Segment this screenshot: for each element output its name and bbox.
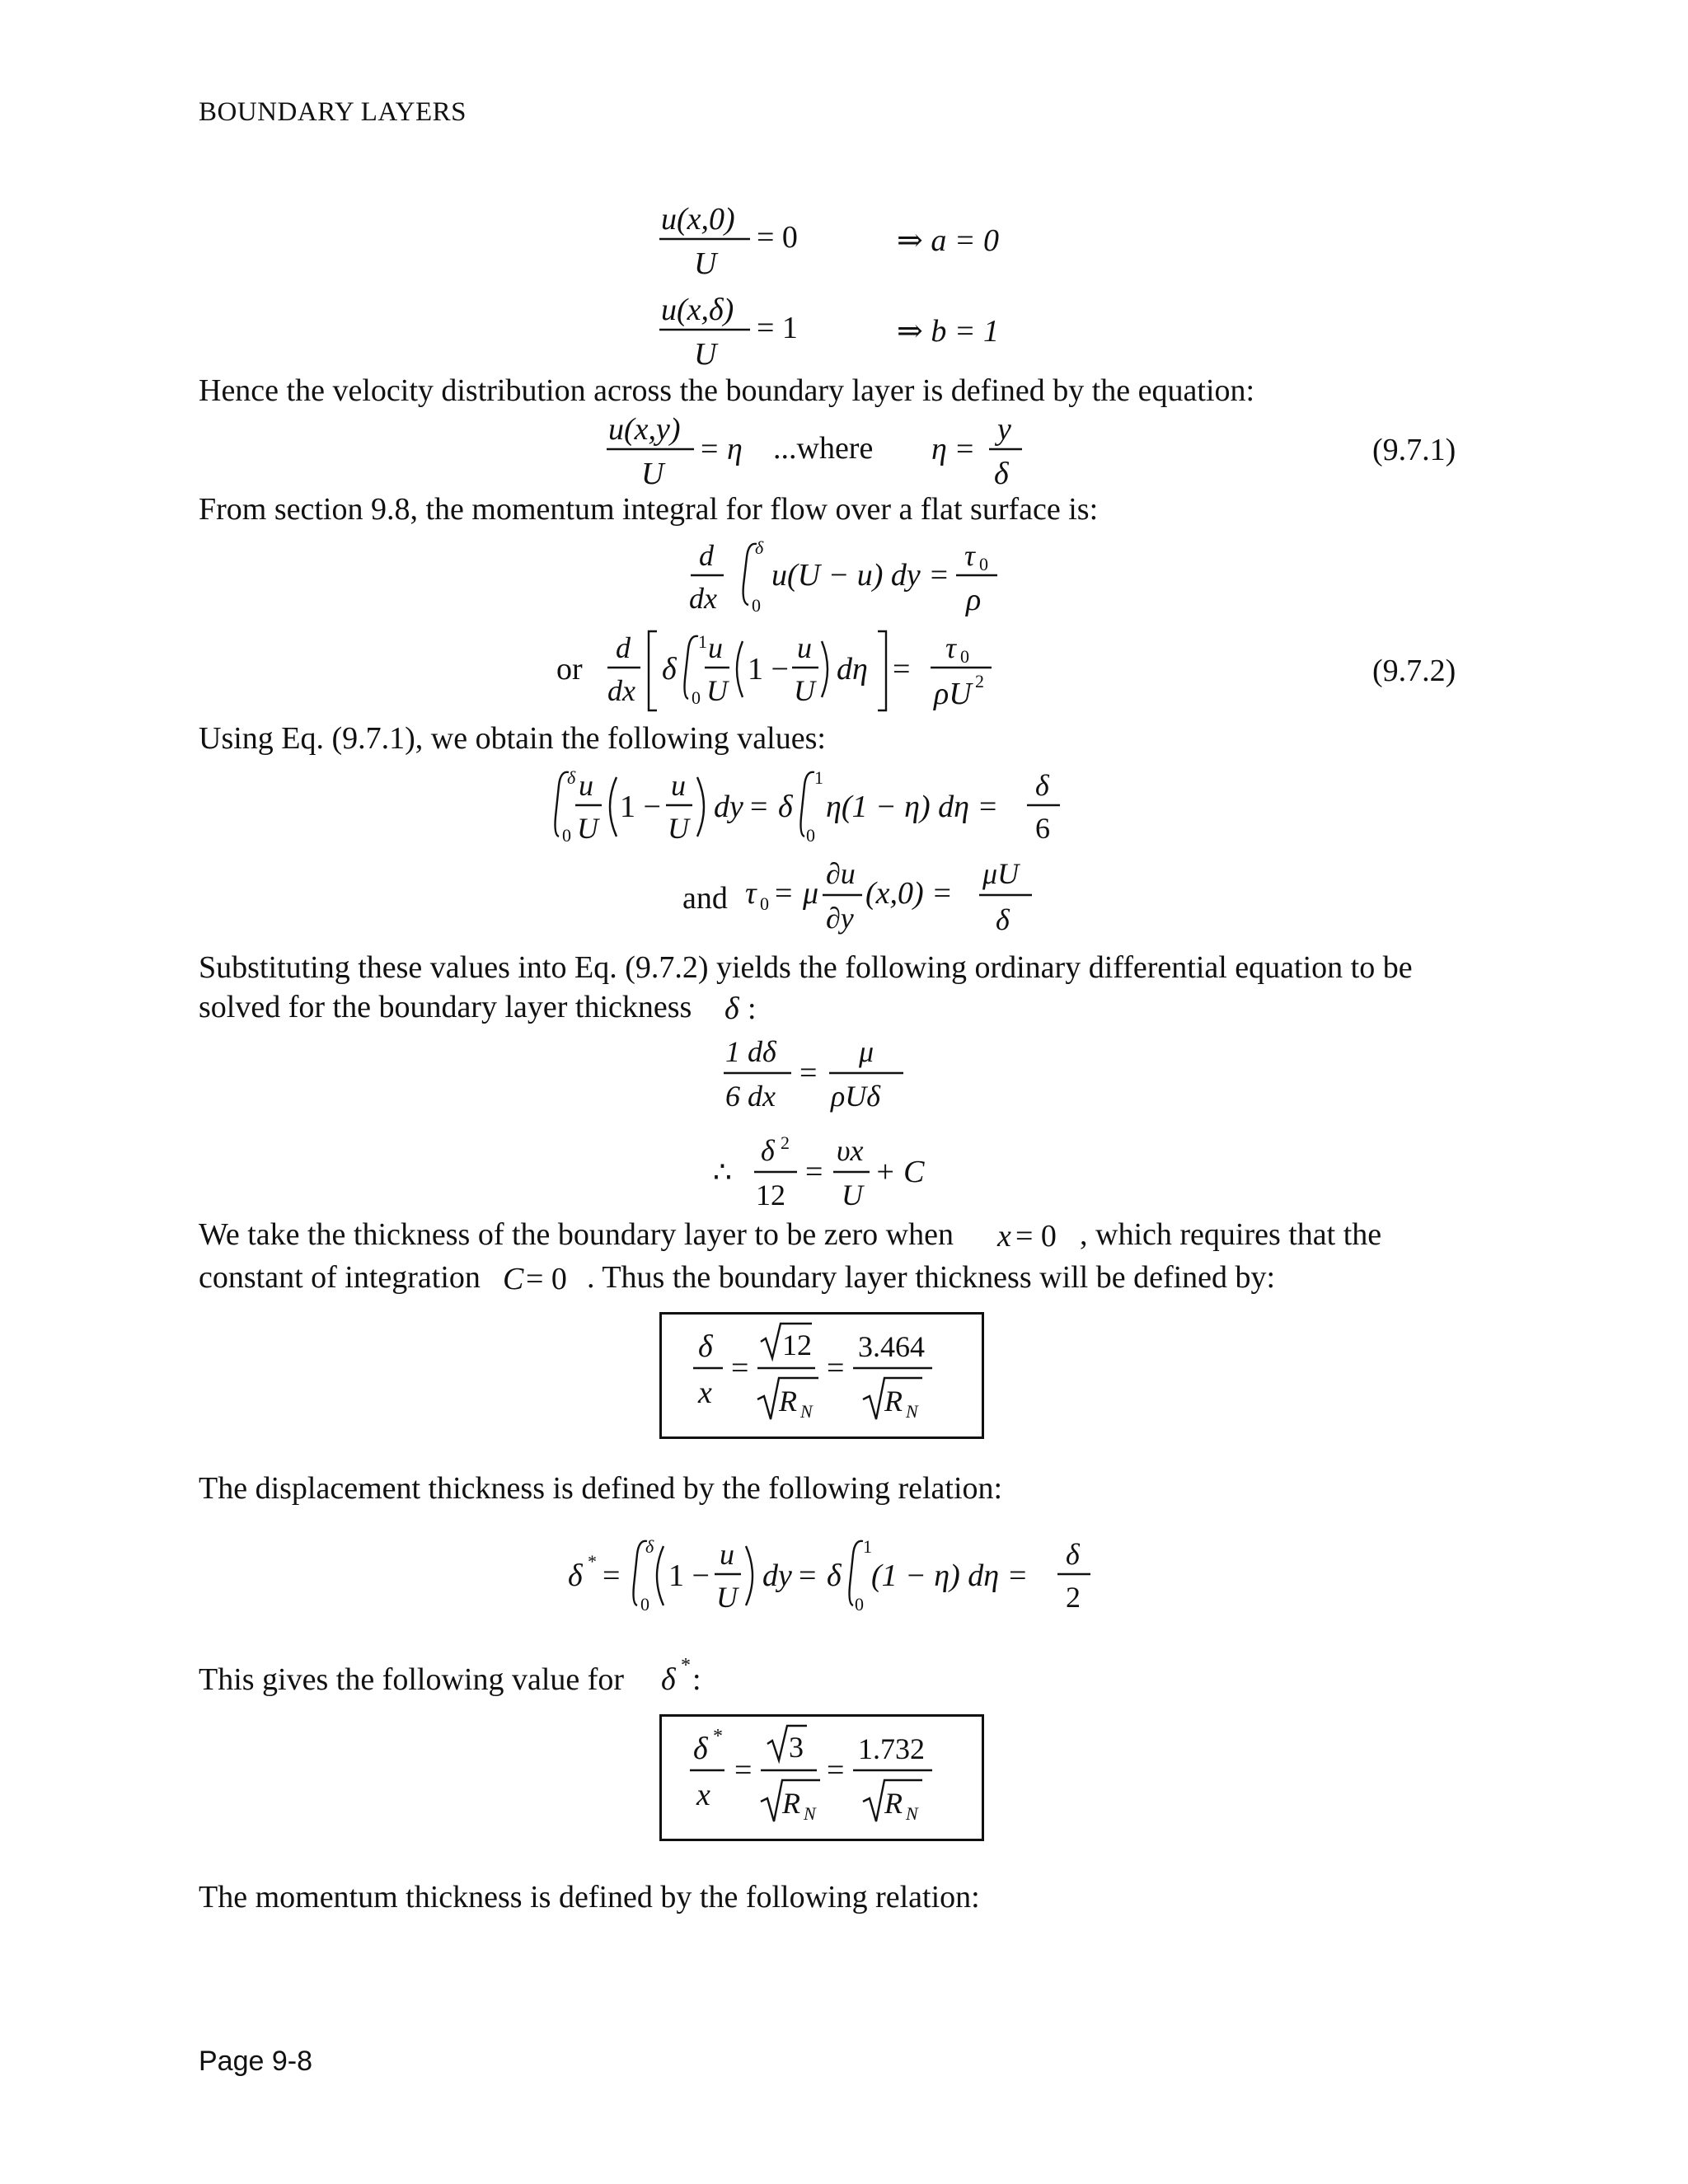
displacement-thickness-equation bbox=[565, 1531, 1092, 1622]
svg-text:1 −: 1 − bbox=[668, 1558, 710, 1593]
svg-text:U: U bbox=[716, 1581, 738, 1614]
ode-equation bbox=[717, 1030, 915, 1121]
svg-text:δ: δ bbox=[778, 790, 793, 824]
svg-text:N: N bbox=[906, 1803, 918, 1824]
svg-text:=: = bbox=[799, 1558, 817, 1593]
paragraph-substituting-line2: solved for the boundary layer thickness bbox=[199, 990, 692, 1024]
svg-text:12: 12 bbox=[782, 1329, 812, 1361]
paragraph-gives-value: This gives the following value for bbox=[199, 1662, 625, 1697]
paragraph-zero-thickness-line1b: , which requires that the bbox=[1080, 1217, 1382, 1252]
svg-text:τ: τ bbox=[964, 539, 975, 572]
svg-text:μ: μ bbox=[859, 1035, 874, 1068]
boundary-condition-b-result: ⇒ b = 1 bbox=[897, 314, 999, 349]
svg-text:6 dx: 6 dx bbox=[725, 1080, 776, 1113]
svg-text:δ: δ bbox=[1066, 1538, 1080, 1571]
boundary-condition-b-equation bbox=[651, 288, 1063, 379]
svg-text:u(x,δ): u(x,δ) bbox=[661, 293, 734, 327]
svg-text:x: x bbox=[698, 1376, 712, 1410]
svg-text:τ: τ bbox=[945, 631, 956, 664]
svg-text:δ: δ bbox=[645, 1536, 654, 1557]
svg-text:u: u bbox=[797, 631, 812, 664]
svg-text:1: 1 bbox=[814, 767, 823, 788]
svg-text:1.732: 1.732 bbox=[858, 1732, 925, 1765]
svg-text:1 −: 1 − bbox=[748, 652, 789, 687]
svg-text:*: * bbox=[713, 1726, 723, 1747]
boundary-layer-thickness-formula bbox=[688, 1320, 968, 1427]
svg-text:δ: δ bbox=[693, 1732, 708, 1766]
svg-text:u: u bbox=[708, 631, 723, 664]
svg-text:2: 2 bbox=[1066, 1581, 1081, 1614]
svg-text:R: R bbox=[884, 1385, 903, 1418]
svg-text:*: * bbox=[588, 1551, 597, 1572]
svg-text:U: U bbox=[842, 1179, 863, 1212]
svg-text:dx: dx bbox=[689, 582, 717, 615]
svg-text:0: 0 bbox=[979, 554, 988, 574]
svg-text:R: R bbox=[779, 1385, 797, 1418]
svg-text:x: x bbox=[997, 1219, 1011, 1254]
svg-text:1 −: 1 − bbox=[620, 790, 661, 824]
svg-text:=: = bbox=[701, 432, 719, 466]
svg-text:0: 0 bbox=[855, 1594, 864, 1615]
paragraph-displacement-thickness: The displacement thickness is defined by the following relation: bbox=[199, 1471, 1003, 1506]
delta-star-inline bbox=[659, 1648, 725, 1698]
svg-text:u: u bbox=[720, 1538, 734, 1571]
svg-text:=: = bbox=[799, 1056, 818, 1090]
svg-text:3.464: 3.464 bbox=[858, 1330, 925, 1363]
svg-text:(1 − η) dη =: (1 − η) dη = bbox=[871, 1558, 1029, 1593]
svg-text:0: 0 bbox=[692, 687, 701, 708]
and-word: and bbox=[682, 881, 728, 916]
svg-text:υx: υx bbox=[837, 1134, 864, 1167]
svg-text:u(x,0): u(x,0) bbox=[661, 202, 735, 237]
svg-text:(x,0) =: (x,0) = bbox=[865, 876, 953, 911]
svg-text:u: u bbox=[671, 769, 686, 802]
svg-text:0: 0 bbox=[752, 595, 761, 616]
delta-symbol-inline bbox=[721, 987, 771, 1029]
svg-text:d: d bbox=[616, 631, 631, 664]
svg-text:δ: δ bbox=[1035, 769, 1049, 802]
svg-text:U: U bbox=[577, 812, 598, 845]
svg-text:μU: μU bbox=[982, 857, 1020, 890]
svg-text:dy: dy bbox=[762, 1558, 792, 1593]
svg-text:δ: δ bbox=[996, 903, 1010, 936]
paragraph-zero-thickness-line1a: We take the thickness of the boundary layer to be zero when bbox=[199, 1217, 954, 1252]
svg-text:= 0: = 0 bbox=[526, 1262, 567, 1296]
svg-text:d: d bbox=[699, 539, 714, 572]
svg-text:u(U − u) dy =: u(U − u) dy = bbox=[771, 558, 950, 593]
svg-text:=: = bbox=[956, 432, 974, 466]
eq-9-7-2-or-word: or bbox=[556, 652, 583, 687]
svg-text:= 1: = 1 bbox=[757, 311, 798, 345]
svg-text:U: U bbox=[668, 812, 689, 845]
svg-text:0: 0 bbox=[806, 825, 815, 846]
svg-text:3: 3 bbox=[789, 1731, 804, 1764]
svg-text:R: R bbox=[782, 1787, 800, 1820]
paragraph-zero-thickness-line2b: . Thus the boundary layer thickness will be defined by: bbox=[587, 1260, 1276, 1295]
svg-text:dx: dx bbox=[607, 674, 635, 707]
svg-text:=: = bbox=[893, 652, 911, 687]
svg-text::: : bbox=[692, 1662, 701, 1697]
svg-text:=: = bbox=[775, 876, 793, 911]
momentum-integral-equation bbox=[684, 536, 1014, 618]
svg-text:δ: δ bbox=[662, 652, 677, 687]
svg-text:η: η bbox=[727, 432, 743, 466]
boundary-condition-a-equation bbox=[651, 198, 1063, 288]
svg-text:δ: δ bbox=[568, 1558, 583, 1593]
svg-text:N: N bbox=[906, 1401, 918, 1422]
paragraph-momentum-integral: From section 9.8, the momentum integral for flow over a flat surface is: bbox=[199, 492, 1099, 527]
svg-text:2: 2 bbox=[975, 671, 984, 691]
ode-solution-equation bbox=[713, 1129, 944, 1220]
svg-text:∂y: ∂y bbox=[826, 902, 854, 935]
svg-text:0: 0 bbox=[562, 825, 571, 846]
svg-text:1 dδ: 1 dδ bbox=[725, 1035, 776, 1068]
svg-text:δ: δ bbox=[755, 537, 764, 558]
svg-text:=: = bbox=[805, 1155, 823, 1189]
svg-text:0: 0 bbox=[760, 893, 769, 914]
paragraph-velocity-distribution: Hence the velocity distribution across the boundary layer is defined by the equation: bbox=[199, 373, 1255, 408]
svg-text:U: U bbox=[694, 246, 717, 281]
svg-text:x: x bbox=[696, 1778, 710, 1812]
svg-text:u: u bbox=[579, 769, 593, 802]
integral-evaluation-equation bbox=[544, 762, 1071, 853]
svg-text:12: 12 bbox=[756, 1179, 785, 1212]
svg-text:U: U bbox=[706, 674, 728, 707]
svg-text:0: 0 bbox=[640, 1594, 649, 1615]
svg-text:ρU: ρU bbox=[934, 677, 972, 711]
svg-text:δ: δ bbox=[827, 1558, 842, 1593]
svg-text:η(1 − η) dη =: η(1 − η) dη = bbox=[826, 790, 999, 824]
svg-text:*: * bbox=[681, 1655, 691, 1676]
svg-text:U: U bbox=[641, 457, 664, 491]
svg-text:u(x,y): u(x,y) bbox=[608, 412, 681, 447]
svg-text:= 0: = 0 bbox=[757, 220, 798, 255]
svg-text:U: U bbox=[694, 337, 717, 372]
paragraph-zero-thickness-line2a: constant of integration bbox=[199, 1260, 481, 1295]
displacement-thickness-formula bbox=[688, 1722, 968, 1830]
svg-text:dη: dη bbox=[837, 652, 868, 687]
svg-text:∴: ∴ bbox=[713, 1155, 732, 1188]
svg-text:δ: δ bbox=[724, 991, 739, 1026]
svg-text:= 0: = 0 bbox=[1015, 1219, 1057, 1254]
svg-text:N: N bbox=[800, 1401, 813, 1422]
svg-text:δ: δ bbox=[698, 1329, 713, 1364]
boundary-condition-a-result: ⇒ a = 0 bbox=[897, 223, 999, 258]
svg-text:2: 2 bbox=[781, 1132, 790, 1153]
svg-text:δ: δ bbox=[661, 1662, 676, 1697]
svg-text:=: = bbox=[827, 1351, 845, 1385]
svg-text:=: = bbox=[734, 1753, 753, 1788]
svg-text:U: U bbox=[794, 674, 815, 707]
svg-text:δ: δ bbox=[567, 767, 576, 788]
wall-shear-stress-equation bbox=[742, 859, 1055, 949]
eq-9-7-1-number: (9.7.1) bbox=[1372, 433, 1456, 467]
svg-text:δ: δ bbox=[994, 457, 1009, 491]
svg-text:0: 0 bbox=[960, 646, 969, 667]
paragraph-using-eq: Using Eq. (9.7.1), we obtain the following values: bbox=[199, 721, 826, 756]
paragraph-momentum-thickness: The momentum thickness is defined by the following relation: bbox=[199, 1880, 980, 1915]
x-equals-zero-inline bbox=[997, 1215, 1088, 1256]
svg-text:6: 6 bbox=[1035, 812, 1050, 845]
running-header: BOUNDARY LAYERS bbox=[199, 97, 467, 127]
svg-text:η: η bbox=[931, 432, 947, 466]
svg-text:=: = bbox=[827, 1753, 845, 1788]
svg-text:=: = bbox=[603, 1558, 621, 1593]
svg-text:dy: dy bbox=[714, 790, 743, 824]
svg-text:N: N bbox=[804, 1803, 816, 1824]
page-footer: Page 9-8 bbox=[199, 2046, 312, 2077]
svg-text:τ: τ bbox=[745, 876, 757, 911]
svg-text:=: = bbox=[750, 790, 768, 824]
svg-text::: : bbox=[748, 991, 757, 1026]
svg-text:1: 1 bbox=[863, 1536, 872, 1557]
svg-text:ρ: ρ bbox=[966, 583, 982, 617]
paragraph-substituting-line1: Substituting these values into Eq. (9.7.2) yields the following ordinary differential equation to be bbox=[199, 950, 1413, 985]
svg-text:R: R bbox=[884, 1787, 903, 1820]
svg-text:y: y bbox=[997, 412, 1011, 447]
svg-text:μ: μ bbox=[803, 876, 819, 911]
svg-text:C: C bbox=[503, 1262, 524, 1296]
svg-text:ρUδ: ρUδ bbox=[831, 1080, 881, 1113]
svg-text:1: 1 bbox=[698, 631, 707, 652]
equation-9-7-2 bbox=[606, 625, 1034, 715]
eq-9-7-1-where-text: ...where bbox=[773, 431, 874, 466]
svg-text:δ: δ bbox=[761, 1134, 775, 1167]
svg-text:∂u: ∂u bbox=[826, 857, 856, 890]
svg-text:=: = bbox=[731, 1351, 749, 1385]
svg-text:+ C: + C bbox=[874, 1155, 925, 1189]
eq-9-7-2-number: (9.7.2) bbox=[1372, 654, 1456, 688]
